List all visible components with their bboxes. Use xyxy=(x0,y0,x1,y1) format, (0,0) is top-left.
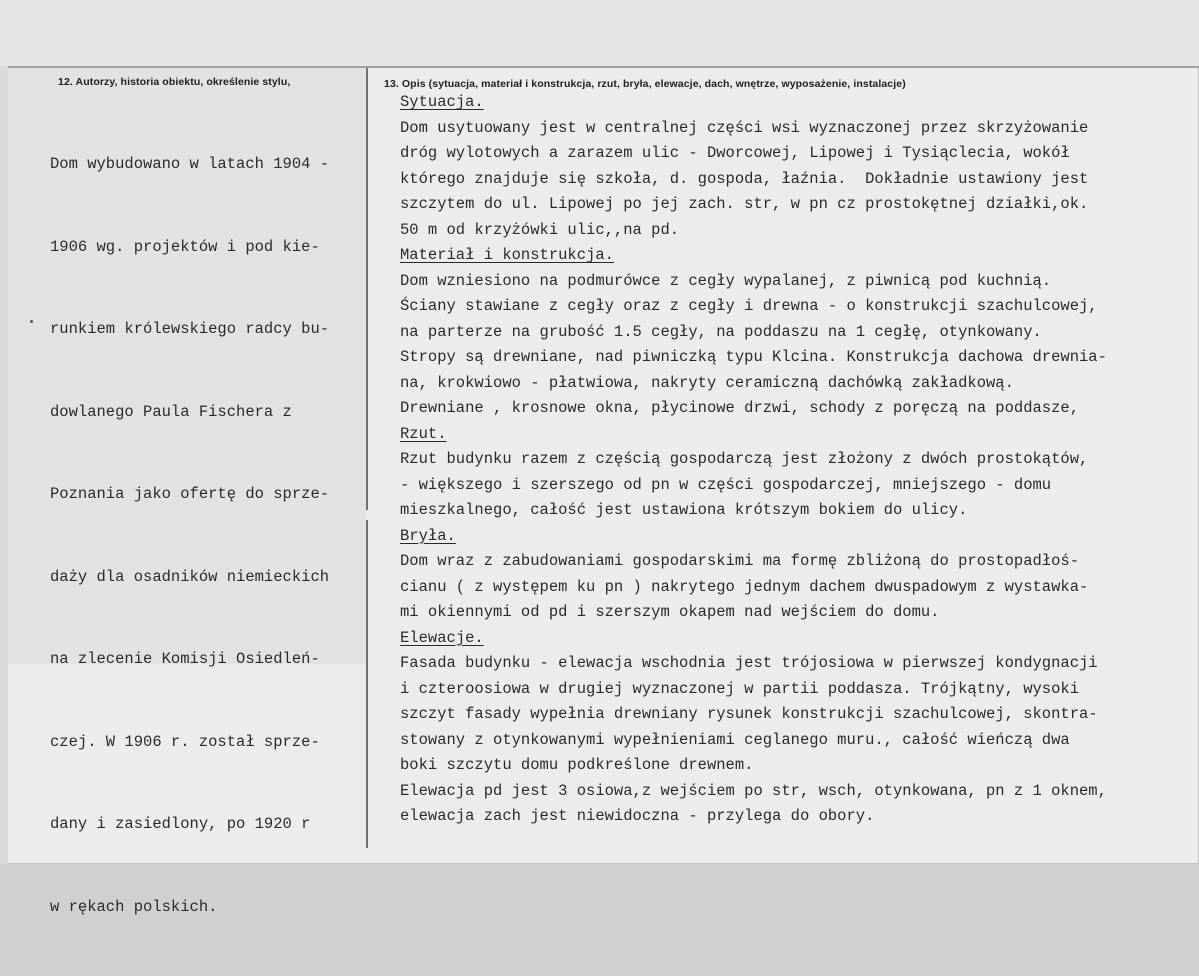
description-line: Stropy są drewniane, nad piwniczką typu Klcina. Konstrukcja dachowa drewnia- xyxy=(400,348,1107,366)
left-line: 1906 wg. projektów i pod kie- xyxy=(50,237,320,256)
left-column-header: 12. Autorzy, historia obiektu, określenie stylu, xyxy=(58,76,291,88)
description-line: cianu ( z występem ku pn ) nakrytego jednym dachem dwuspadowym z wystawka- xyxy=(400,577,1089,596)
left-line: dowlanego Paula Fischera z xyxy=(50,402,292,421)
left-line: na zlecenie Komisji Osiedleń- xyxy=(50,650,320,668)
top-margin-band xyxy=(0,0,1199,68)
description-line: mi okiennymi od pd i szerszym okapem nad wejściem do domu. xyxy=(400,603,940,621)
description-line: mieszkalnego, całość jest ustawiona krótszym bokiem do ulicy. xyxy=(400,501,968,519)
left-line: w rękach polskich. xyxy=(50,897,218,916)
description-line: Dom wzniesiono na podmurówce z cegły wypalanej, z piwnicą pod kuchnią. xyxy=(400,271,1052,290)
description-line: 50 m od krzyżówki ulic,,na pd. xyxy=(400,220,680,239)
description-line: Fasada budynku - elewacja wschodnia jest trójosiowa w pierwszej kondygnacji xyxy=(400,654,1098,672)
description-line: boki szczytu domu podkreślone drewnem. xyxy=(400,756,754,774)
left-line: Poznania jako ofertę do sprze- xyxy=(50,485,330,503)
left-line: daży dla osadników niemieckich xyxy=(50,567,330,586)
left-line: runkiem królewskiego radcy bu- xyxy=(50,320,330,338)
description-line: szczytem do ul. Lipowej po jej zach. str, w pn cz prostokętnej działki,ok. xyxy=(400,195,1089,213)
description-line: dróg wylotowych a zarazem ulic - Dworcowej, Lipowej i Tysiąclecia, wokół xyxy=(400,144,1070,162)
section-heading: Sytuacja. xyxy=(400,93,484,111)
description-line: szczyt fasady wypełnia drewniany rysunek konstrukcji szachulcowej, skontra- xyxy=(400,705,1098,723)
section-heading: Rzut. xyxy=(400,424,447,443)
description-line: którego znajduje się szkoła, d. gospoda, łaźnia. Dokładnie ustawiony jest xyxy=(400,169,1089,188)
left-column-text xyxy=(50,96,329,976)
description-line: - większego i szerszego od pn w części gospodarczej, mniejszego - domu xyxy=(400,475,1052,494)
description-line: Drewniane , krosnowe okna, płycinowe drzwi, schody z poręczą na poddasze, xyxy=(400,399,1080,417)
description-line: i czteroosiowa w drugiej wyznaczonej w partii poddasza. Trójkątny, wysoki xyxy=(400,679,1080,698)
ink-speck xyxy=(30,320,33,323)
section-heading: Bryła. xyxy=(400,526,456,545)
section-heading: Materiał i konstrukcja. xyxy=(400,246,614,264)
left-line: Dom wybudowano w latach 1904 - xyxy=(50,155,330,173)
right-column-text xyxy=(400,90,1107,830)
description-line: na parterze na grubość 1.5 cegły, na poddaszu na 1 cegłę, otynkowany. xyxy=(400,322,1042,341)
description-line: na, krokwiowo - płatwiowa, nakryty ceramiczną dachówką zakładkową. xyxy=(400,373,1014,392)
description-line: elewacja zach jest niewidoczna - przylega do obory. xyxy=(400,807,875,825)
left-edge-shadow xyxy=(0,66,8,864)
description-line: Rzut budynku razem z częścią gospodarczą jest złożony z dwóch prostokątów, xyxy=(400,450,1089,468)
left-line: czej. W 1906 r. został sprze- xyxy=(50,732,320,751)
description-line: Dom usytuowany jest w centralnej części wsi wyznaczonej przez skrzyżowanie xyxy=(400,118,1089,137)
column-divider-gap xyxy=(366,510,368,520)
description-line: Dom wraz z zabudowaniami gospodarskimi ma formę zbliżoną do prostopadłoś- xyxy=(400,552,1080,570)
description-line: Elewacja pd jest 3 osiowa,z wejściem po str, wsch, otynkowana, pn z 1 oknem, xyxy=(400,781,1107,800)
section-heading: Elewacje. xyxy=(400,628,484,647)
description-line: Ściany stawiane z cegły oraz z cegły i drewna - o konstrukcji szachulcowej, xyxy=(400,297,1098,315)
left-line: dany i zasiedlony, po 1920 r xyxy=(50,815,311,833)
column-divider xyxy=(366,68,368,848)
description-line: stowany z otynkowanymi wypełnieniami ceglanego muru., całość wieńczą dwa xyxy=(400,730,1070,749)
right-column-header: 13. Opis (sytuacja, materiał i konstrukcja, rzut, bryła, elewacje, dach, wnętrze, wyposażenie, instalacje) xyxy=(384,78,906,90)
